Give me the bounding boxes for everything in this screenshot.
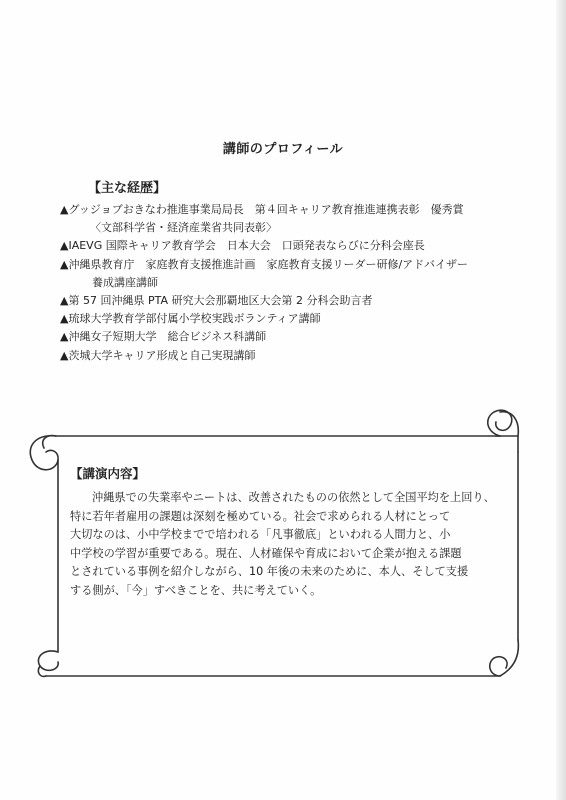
scroll-top-right-curl [488,410,512,436]
career-item-note: 〈文部科学省・経済産業省共同表彰〉 [90,221,277,235]
scroll-bottom-right-curl [490,640,519,676]
scroll-left-roll [30,436,58,470]
lecture-heading: 【講演内容】 [70,466,146,481]
scroll-top-edge [43,436,500,448]
page-title: 講師のプロフィール [222,142,344,157]
lecture-line: とされている事例を紹介しながら、10 年後の未来のために、本人、そして支援 [70,565,469,579]
career-item: ▲グッジョブおきなわ推進事業局局長 第４回キャリア教育推進連携表彰 優秀賞 [60,203,464,216]
scroll-bottom-left-curl [38,651,58,670]
lecture-line: する側が、「今」すべきことを、共に考えていく。 [70,583,322,597]
career-item: ▲沖縄県教育庁 家庭教育支援推進計画 家庭教育支援リーダー研修/アドバイザー [60,257,468,271]
career-item: ▲茨城大学キャリア形成と自己実現講師 [60,348,256,362]
career-item-continuation: 養成講座講師 [92,275,158,289]
career-item: ▲第 57 回沖縄県 PTA 研究大会那覇地区大会第 2 分科会助言者 [60,294,373,308]
career-item: ▲IAEVG 国際キャリア教育学会 日本大会 口頭発表ならびに分科会座長 [60,239,425,253]
career-item: ▲沖縄女子短期大学 総合ビジネス科講師 [60,330,267,344]
lecture-line: 中学校の学習が重要である。現在、人材確保や育成において企業が抱える課題 [70,546,462,560]
lecture-line: 大切なのは、小中学校までで培われる「凡事徹底」といわれる人間力と、小 [70,528,451,542]
career-heading: 【主な経歴】 [88,181,167,196]
lecture-line: 特に若年者雇用の課題は深刻を極めている。社会で求められる人材にとって [70,509,451,523]
lecture-line: 沖縄県での失業率やニートは、改善されたものの依然として全国平均を上回り、 [92,491,495,504]
career-item: ▲琉球大学教育学部付属小学校実践ボランティア講師 [60,312,321,326]
lecture-body [70,489,510,601]
